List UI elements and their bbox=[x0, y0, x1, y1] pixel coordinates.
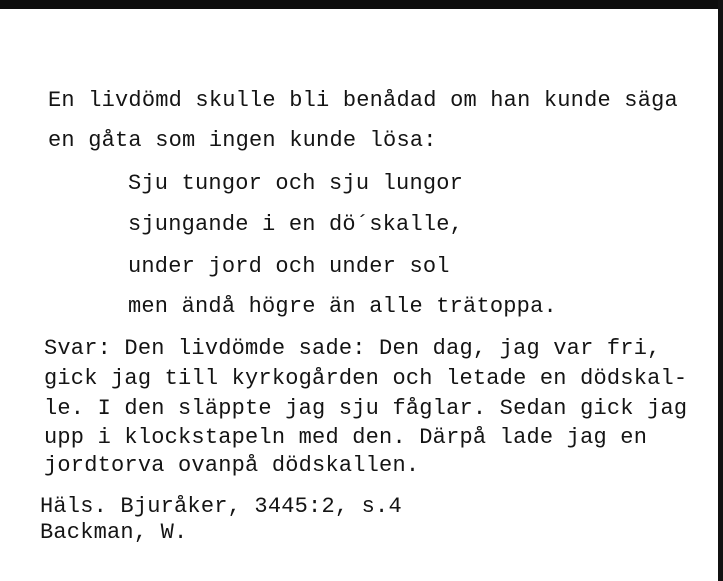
verse-line-2: sjungande i en dö´skalle, bbox=[128, 212, 464, 237]
source-collector: Backman, W. bbox=[40, 520, 188, 545]
verse-line-1: Sju tungor och sju lungor bbox=[128, 171, 464, 196]
verse-line-3: under jord och under sol bbox=[128, 254, 450, 279]
answer-line-5: jordtorva ovanpå dödskallen. bbox=[44, 453, 420, 478]
answer-line-4: upp i klockstapeln med den. Därpå lade jag en bbox=[44, 425, 648, 450]
answer-line-2: gick jag till kyrkogården och letade en dödskal- bbox=[44, 366, 688, 391]
answer-line-1: Svar: Den livdömde sade: Den dag, jag var fri, bbox=[44, 336, 661, 361]
intro-line-2: en gåta som ingen kunde lösa: bbox=[48, 128, 437, 153]
verse-line-4: men ändå högre än alle trätoppa. bbox=[128, 294, 557, 319]
card-right-edge bbox=[718, 0, 723, 581]
answer-line-3: le. I den släppte jag sju fåglar. Sedan gick jag bbox=[44, 396, 688, 421]
source-reference: Häls. Bjuråker, 3445:2, s.4 bbox=[40, 494, 402, 519]
intro-line-1: En livdömd skulle bli benådad om han kunde säga bbox=[48, 88, 678, 113]
card-top-edge bbox=[0, 0, 723, 9]
